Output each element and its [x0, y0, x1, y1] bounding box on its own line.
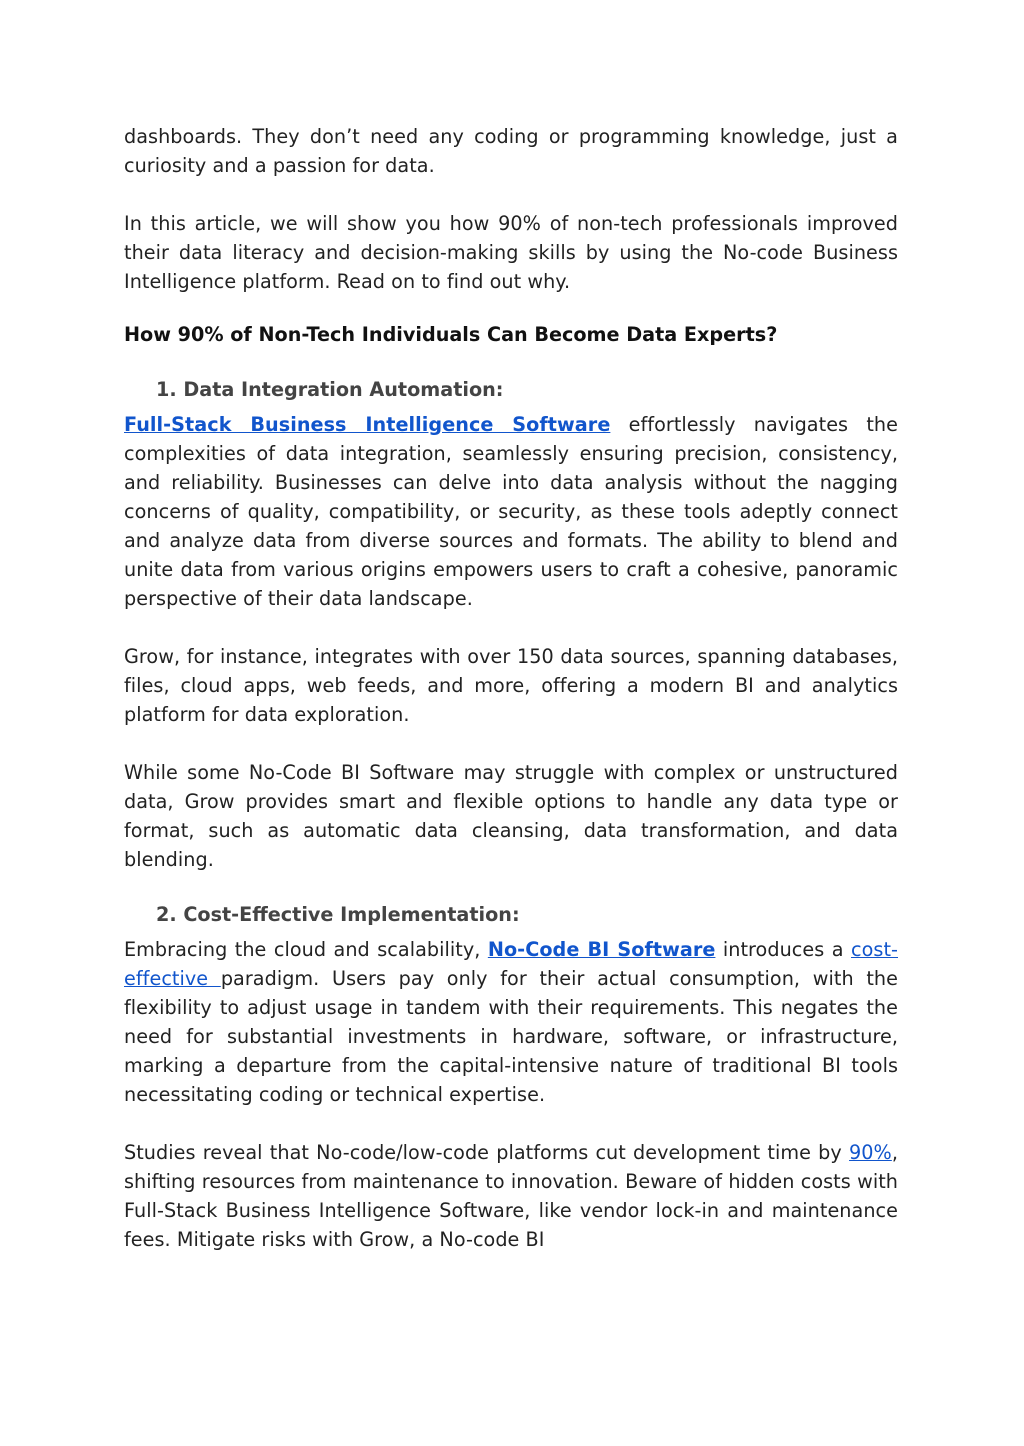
section-2-p2-after: , shifting resources from maintenance to innovation. Beware of hidden costs with Full-Stack Business Intelligence Software, like vendor lock-in and maintenance fees. Mitigate risks with Grow, a No-code BI: [124, 1141, 898, 1251]
section-2-paragraph-1: [124, 935, 898, 1109]
section-1-paragraph-1-text: effortlessly navigates the complexities of data integration, seamlessly ensuring precision, consistency, and reliability. Businesses can delve into data analysis without the nagging concerns of quality, compatibility, or security, as these tools adeptly connect and analyze data from diverse sources and formats. The ability to blend and unite data from various origins empowers users to craft a cohesive, panoramic perspective of their data landscape.: [124, 413, 898, 610]
ninety-percent-link[interactable]: 90%: [849, 1141, 892, 1164]
intro-paragraph-2: In this article, we will show you how 90% of non-tech professionals improved their data literacy and decision-making skills by using the No-code Business Intelligence platform. Read on to find out why.: [124, 212, 898, 293]
main-heading: How 90% of Non-Tech Individuals Can Become Data Experts?: [124, 323, 778, 346]
intro-paragraph-1: dashboards. They don’t need any coding or programming knowledge, just a curiosity and a passion for data.: [124, 125, 898, 177]
no-code-bi-software-link[interactable]: No-Code BI Software: [487, 938, 716, 961]
section-2-paragraph-2: [124, 1138, 898, 1254]
section-1-paragraph-1: [124, 410, 898, 613]
section-1-paragraph-2: Grow, for instance, integrates with over 150 data sources, spanning databases, files, cloud apps, web feeds, and more, offering a modern BI and analytics platform for data exploration.: [124, 645, 898, 726]
cost-effective-link[interactable]: cost-effective: [124, 938, 898, 990]
section-1-paragraph-3: While some No-Code BI Software may struggle with complex or unstructured data, Grow provides smart and flexible options to handle any data type or format, such as automatic data cleansing, data transformation, and data blending.: [124, 761, 898, 871]
section-2-p1-before: Embracing the cloud and scalability,: [124, 938, 488, 961]
section-2-p1-mid: introduces a: [715, 938, 852, 961]
section-2-heading: 2. Cost-Effective Implementation:: [156, 903, 520, 926]
section-2-p1-after: paradigm. Users pay only for their actual consumption, with the flexibility to adjust usage in tandem with their requirements. This negates the need for substantial investments in hardware, software, or infrastructure, marking a departure from the capital-intensive nature of traditional BI tools necessitating coding or technical expertise.: [124, 967, 898, 1106]
section-2-p2-before: Studies reveal that No-code/low-code platforms cut development time by: [124, 1141, 850, 1164]
section-1-heading: 1. Data Integration Automation:: [156, 378, 504, 401]
full-stack-bi-software-link[interactable]: Full-Stack Business Intelligence Software: [124, 413, 611, 436]
